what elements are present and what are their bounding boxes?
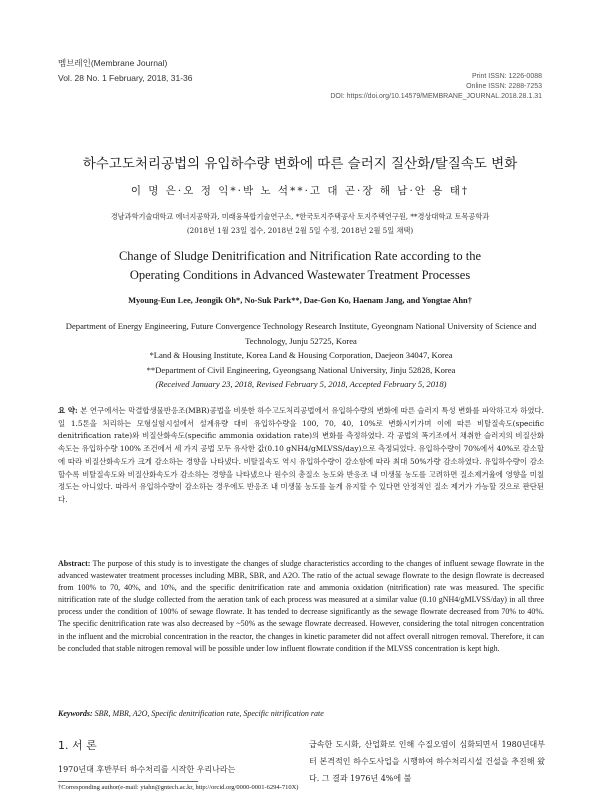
abstract-english (58, 558, 544, 655)
authors-english: Myoung-Eun Lee, Jeongik Oh*, No-Suk Park**, Dae-Gon Ko, Haenam Jang, and Yongtae Ahn† (128, 296, 472, 305)
title-english (0, 247, 600, 285)
corresponding-author-footnote: †Corresponding author(e-mail: ytahn@gntech.ac.kr, http://orcid.org/0000-0001-6294-710X) (58, 784, 299, 791)
issn-block (330, 72, 542, 102)
affiliation-1: Department of Energy Engineering, Future Convergence Technology Research Institute, Gyeongnam National University of Science and Technology, Junju 52725, Korea (65, 321, 537, 346)
title-korean: 하수고도처리공법의 유입하수량 변화에 따른 슬러지 질산화/탈질속도 변화 (82, 156, 518, 172)
affiliations-korean (0, 210, 600, 238)
abstract-korean-text: 본 연구에서는 막결합생물반응조(MBR)공법을 비롯한 하수고도처리공법에서 유입하수량의 변화에 따른 슬러지 특성 변화를 파악하고자 하였다. 일 1.5톤을 처리하는 모형실험시설에서 설계유량 대비 유입하수량을 100, 70, 40, 10%로 변화시키가며 이에 따른 비탈질속도(specific denitrification rate)와 비질산화속도(specific ammonia oxidation rate)의 변화를 측정하였다. 각 공법의 폭기조에서 채취한 슬러지의 비질산화속도는 유입하수량 100% 조건에서 세 가지 공법 모두 유사한 값(0.10 gNH4/gMLVSS/day)으로 측정되었다. 유입하수량이 70%에서 40%로 감소할에 따라 비질산화속도가 크게 감소하는 경향을 나타냈다. 비탈질속도 역시 유입하수량이 감소함에 따라 최대 50%가량 감소하였다. 유입하수량이 감소할수록 비탈질속도와 비질산화속도가 감소하는 경향을 나타냈으나 원수의 총질소 농도와 반응조 내 미생물 농도를 고려하면 질소제거율에 영향을 미칠 정도는 아니었다. 따라서 유입하수량이 감소하는 경우에도 반응조 내 미생물 농도를 높게 유지할 수 있다면 안정적인 질소 제거가 가능할 것으로 판단된다. (58, 406, 544, 504)
affiliation-line: 경남과학기술대학교 에너지공학과, 미래융복합기술연구소, *한국토지주택공사 토지주택연구원, **경상대학교 토목공학과 (110, 212, 490, 221)
keywords-label: Keywords: (58, 709, 93, 718)
affiliation-3: **Department of Civil Engineering, Gyeongsang National University, Jinju 52828, Korea (146, 364, 456, 375)
journal-header (58, 56, 193, 86)
keywords (58, 709, 544, 718)
abstract-english-label: Abstract: (58, 559, 91, 568)
volume-line: Vol. 28 No. 1 February, 2018, 31-36 (58, 73, 193, 83)
keywords-text: SBR, MBR, A2O, Specific denitrification rate, Specific nitrification rate (94, 709, 324, 718)
abstract-korean-label: 요 약: (58, 406, 78, 415)
authors-korean: 이 명 은·오 정 익*·박 노 석**·고 대 곤·장 해 남·안 용 태† (130, 185, 470, 197)
received-dates-korean: (2018년 1월 23일 접수, 2018년 2월 5일 수정, 2018년 2월 5일 채택) (186, 226, 414, 235)
footnote-divider (58, 781, 198, 782)
affiliations-english (58, 319, 544, 392)
affiliation-2: *Land & Housing Institute, Korea Land & Housing Corporation, Daejeon 34047, Korea (149, 350, 453, 360)
doi[interactable]: DOI: https://doi.org/10.14579/MEMBRANE_JOURNAL.2018.28.1.31 (330, 93, 542, 100)
online-issn: Online ISSN: 2288-7253 (466, 83, 542, 90)
body-right-column: 급속한 도시화, 산업화로 인해 수질오염이 심화되면서 1980년대부터 본격적인 하수도사업을 시행하여 하수처리시설 건설을 추진해 왔다. 그 결과 1976년 4%에 불 (309, 740, 545, 783)
print-issn: Print ISSN: 1226-0088 (471, 73, 542, 80)
journal-name: 멤브레인(Membrane Journal) (58, 58, 168, 68)
abstract-korean (58, 405, 544, 507)
title-english-line-1: Change of Sludge Denitrification and Nitrification Rate according to the (118, 249, 482, 263)
abstract-english-text: The purpose of this study is to investigate the changes of sludge characteristics according to the changes of influent sewage flowrate in the advanced wastewater treatment processes including MBR, SBR, and A2O. The ratio of the actual sewage flowrate to the design flowrate is decreased from 100% to 70, 40%, and 10%, and the specific denitrification rate and ammonia oxidation (nitrification) rate was measured. The specific nitrification rate of the sludge collected from the aeration tank of each process was measured at a similar value (0.10 gNH4/gMLVSS/day) in all three process under the condition of 100% of sewage flowrate. It has tended to decrease significantly as the sewage flowrate decreased from 70% to 40%. The specific denitrification rate was also decreased by ~50% as the sewage flowrate decreased. However, considering the total nitrogen concentration in the influent and the microbial concentration in the reactor, the changes in kinetic parameter did not affect overall nitrogen removal. Therefore, it can be concluded that stable nitrogen removal will be possible under low influent flowrate condition if the MLVSS concentration is kept high. (58, 559, 544, 653)
title-english-line-2: Operating Conditions in Advanced Wastewater Treatment Processes (129, 268, 471, 282)
section-1-title: 1. 서 론 (58, 739, 97, 752)
received-dates-english: (Received January 23, 2018, Revised February 5, 2018, Accepted February 5, 2018) (155, 379, 447, 389)
body-left-column: 1970년대 후반부터 하수처리를 시작한 우리나라는 (58, 765, 236, 774)
